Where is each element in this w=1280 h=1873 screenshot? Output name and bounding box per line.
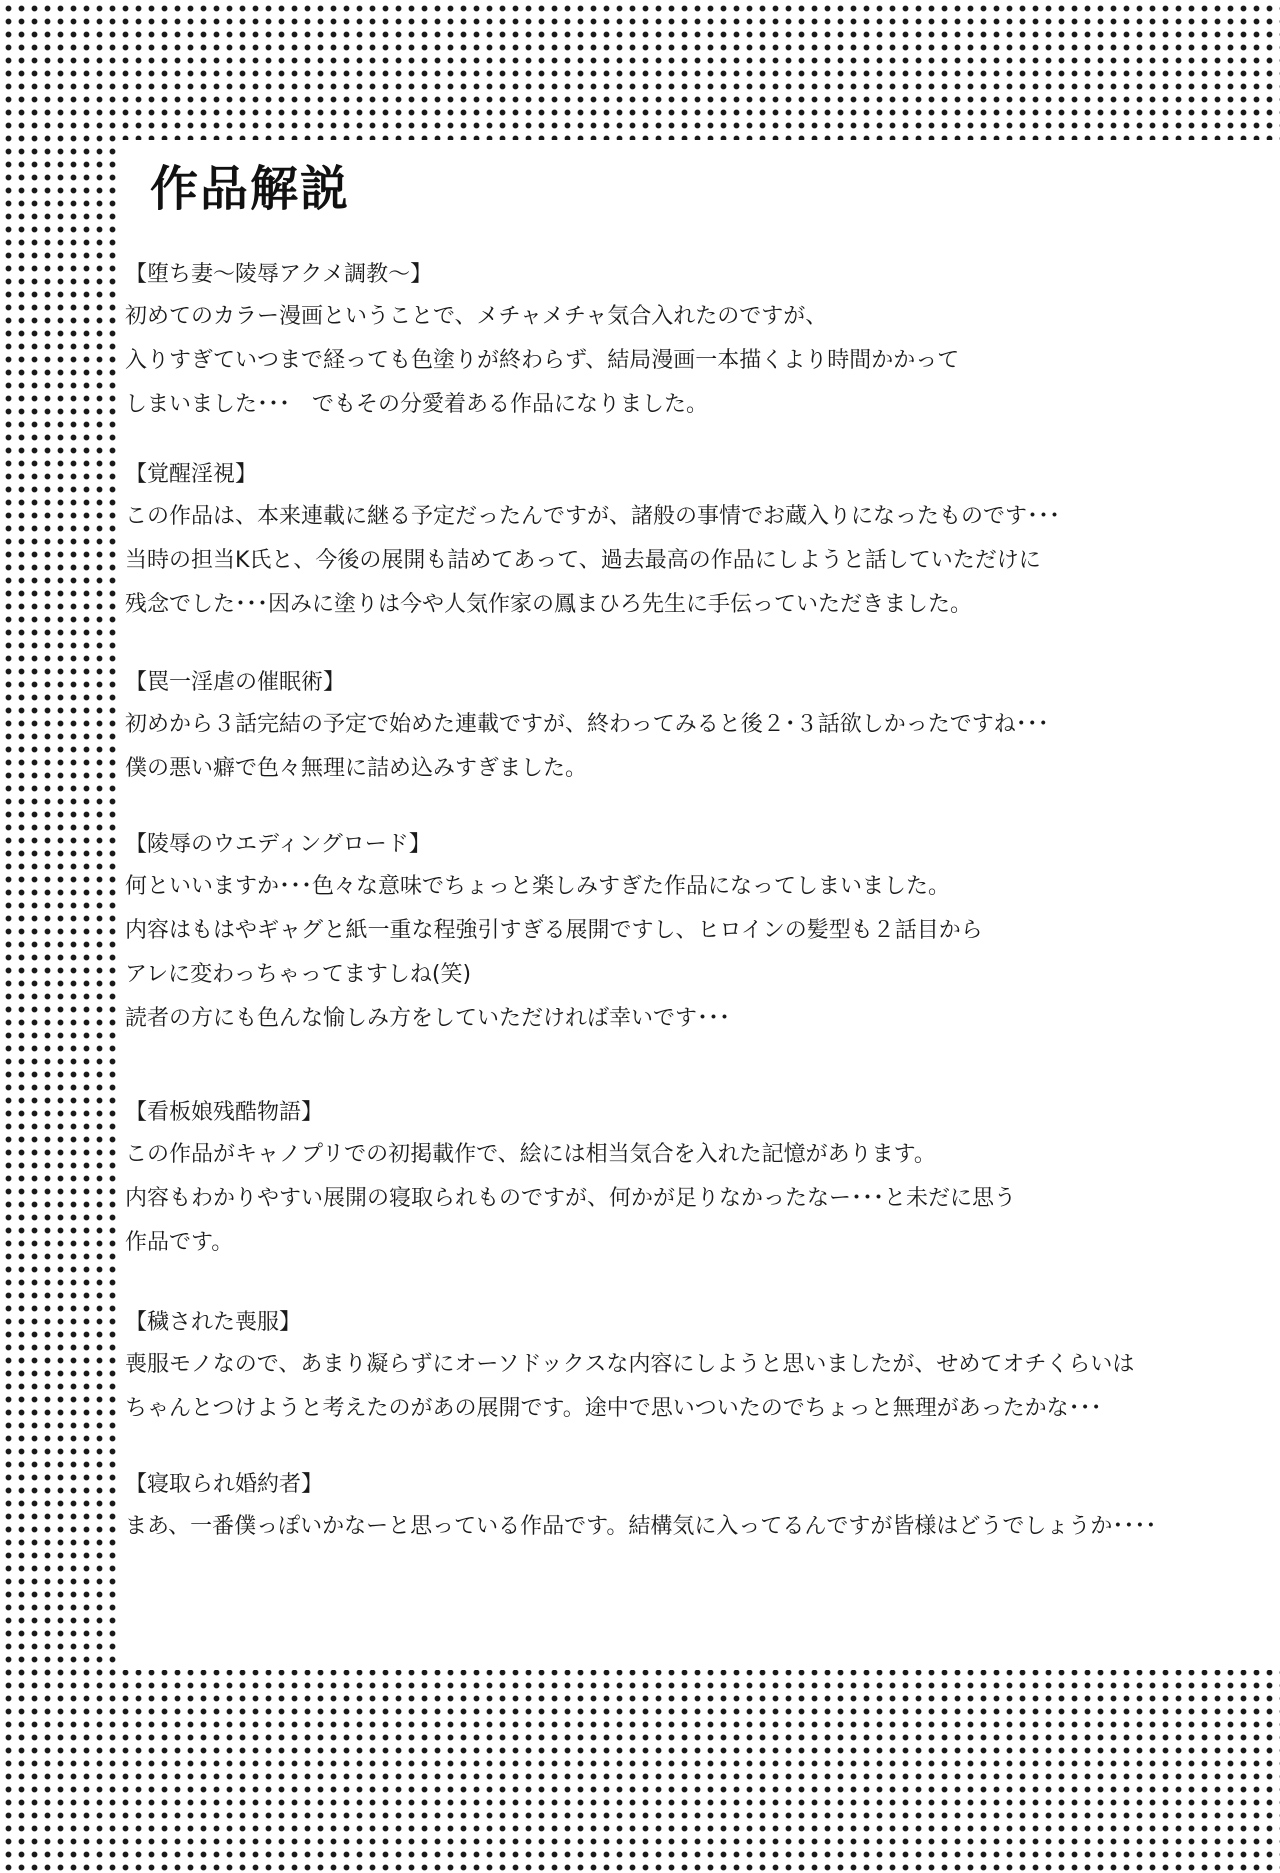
section-line: 当時の担当K氏と、今後の展開も詰めてあって、過去最高の作品にしようと話していただけに bbox=[125, 548, 1041, 573]
section-line: 初めてのカラー漫画ということで、メチャメチャ気合入れたのですが、 bbox=[125, 304, 828, 329]
section-line: この作品は、本来連載に継る予定だったんですが、諸般の事情でお蔵入りになったものです･･･ bbox=[125, 504, 1061, 529]
section-line: 読者の方にも色んな愉しみ方をしていただければ幸いです･･･ bbox=[125, 1006, 731, 1031]
section-kanban-musume bbox=[125, 1098, 1205, 1272]
section-wedding-road bbox=[125, 830, 1205, 1048]
section-line: 内容はもはやギャグと紙一重な程強引すぎる展開ですし、ヒロインの髪型も２話目から bbox=[125, 918, 983, 943]
section-line: 内容もわかりやすい展開の寝取られものですが、何かが足りなかったなー･･･と未だに思う bbox=[125, 1186, 1017, 1211]
section-line: 残念でした･･･因みに塗りは今や人気作家の鳳まひろ先生に手伝っていただきました。 bbox=[125, 592, 973, 617]
section-line: 初めから３話完結の予定で始めた連載ですが、終わってみると後２･３話欲しかったですね･･･ bbox=[125, 712, 1049, 737]
section-line: この作品がキャノプリでの初掲載作で、絵には相当気合を入れた記憶があります。 bbox=[125, 1142, 936, 1167]
section-line: 何といいますか･･･色々な意味でちょっと楽しみすぎた作品になってしまいました。 bbox=[125, 874, 951, 899]
section-heading: 【堕ち妻～陵辱アクメ調教～】 bbox=[125, 262, 433, 287]
section-mofuku bbox=[125, 1308, 1205, 1438]
section-ochizuma bbox=[125, 260, 1205, 434]
section-heading: 【看板娘残酷物語】 bbox=[125, 1100, 324, 1125]
section-heading: 【穢された喪服】 bbox=[125, 1310, 302, 1335]
section-line: アレに変わっちゃってますしね(笑) bbox=[125, 962, 472, 987]
section-heading: 【寝取られ婚約者】 bbox=[125, 1472, 324, 1497]
section-line: 喪服モノなので、あまり凝らずにオーソドックスな内容にしようと思いましたが、せめてオチくらいは bbox=[125, 1352, 1135, 1377]
section-line: 入りすぎていつまで経っても色塗りが終わらず、結局漫画一本描くより時間かかって bbox=[125, 348, 960, 373]
section-wana bbox=[125, 668, 1205, 798]
section-kakusei-inshi bbox=[125, 460, 1205, 634]
page-title: 作品解説 bbox=[150, 161, 351, 217]
section-line: ちゃんとつけようと考えたのがあの展開です。途中で思いついたのでちょっと無理があったかな･･･ bbox=[125, 1396, 1102, 1421]
section-line: しまいました･･･ でもその分愛着ある作品になりました。 bbox=[125, 392, 709, 417]
section-line: 作品です。 bbox=[125, 1230, 234, 1255]
section-line: まあ、一番僕っぽいかなーと思っている作品です。結構気に入ってるんですが皆様はどうでしょうか････ bbox=[125, 1514, 1157, 1539]
section-konyakusha bbox=[125, 1470, 1205, 1556]
section-heading: 【覚醒淫視】 bbox=[125, 462, 258, 487]
section-heading: 【陵辱のウエディングロード】 bbox=[125, 832, 431, 857]
section-line: 僕の悪い癖で色々無理に詰め込みすぎました。 bbox=[125, 756, 588, 781]
section-heading: 【罠一淫虐の催眠術】 bbox=[125, 670, 346, 695]
